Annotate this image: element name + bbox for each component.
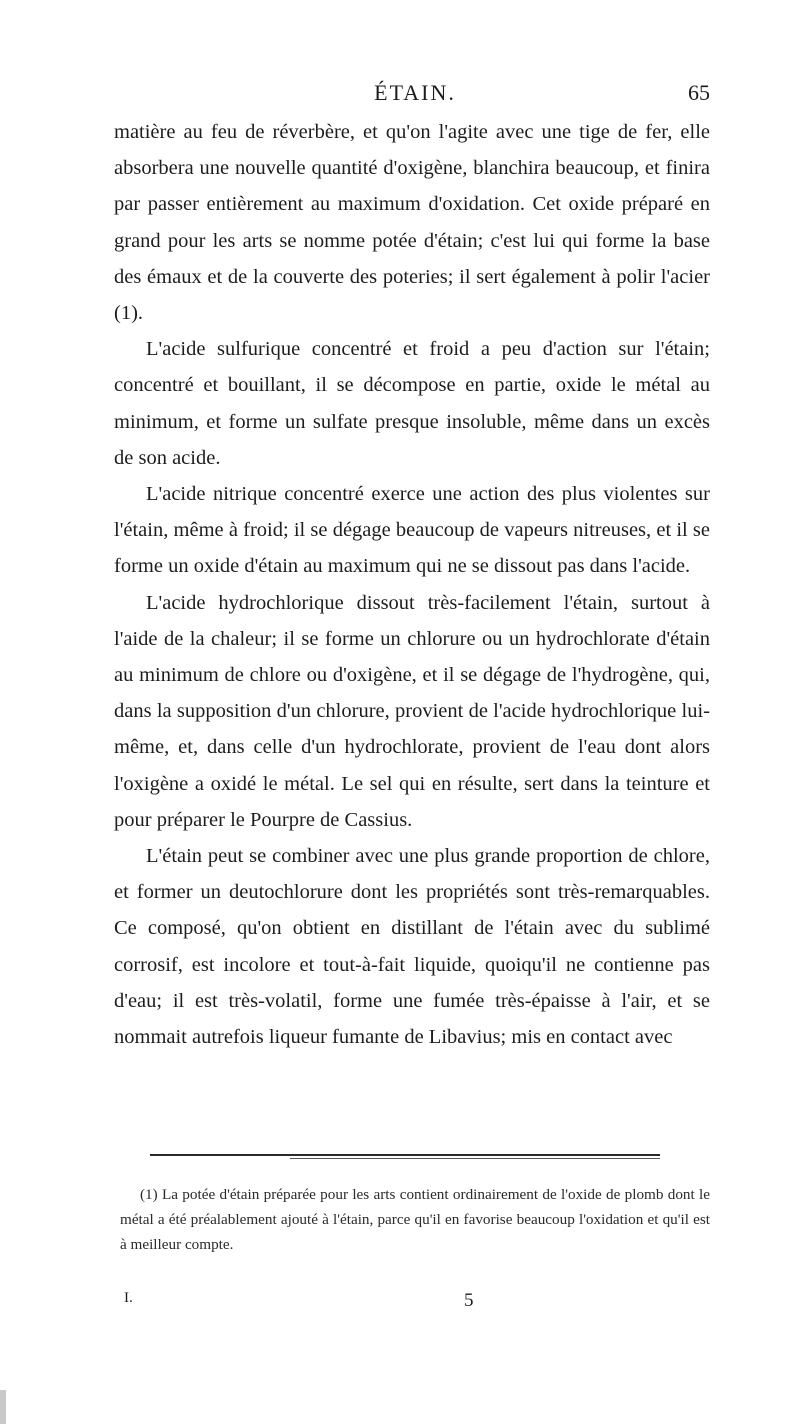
paragraph-hydrochloric-acid: L'acide hydrochlorique dissout très-facilement l'étain, surtout à l'aide de la chaleur; il se forme un chlorure ou un hydrochlorate d'étain au minimum de chlore ou d'oxigène, et il se dégage de l'hydrogène, qui, dans la supposition d'un chlorure, provient de l'acide hydrochlorique lui-même, et, dans celle d'un hydrochlorate, provient de l'eau dont alors l'oxigène a oxidé le métal. Le sel qui en résulte, sert dans la teinture et pour préparer le Pourpre de Cassius. [114, 591, 710, 831]
paragraph-sulfuric-acid: L'acide sulfurique concentré et froid a peu d'action sur l'étain; concentré et bouillant, il se décompose en partie, oxide le métal au minimum, et forme un sulfate presque insoluble, même dans un excès de son acide. [114, 338, 710, 469]
page-edge-mark [0, 1390, 6, 1424]
sheet-number: 5 [464, 1290, 474, 1311]
signature-mark: I. [124, 1290, 133, 1306]
paragraph-deutochlorure: L'étain peut se combiner avec une plus grande proportion de chlore, et former un deutochlorure dont les propriétés sont très-remarquables. Ce composé, qu'on obtient en distillant de l'étain avec du sublimé corrosif, est incolore et tout-à-fait liquide, quoiqu'il ne contienne pas d'eau; il est très-volatil, forme une fumée très-épaisse à l'air, et se nommait autrefois liqueur fumante de Libavius; mis en contact avec [114, 845, 710, 1049]
page-header [120, 80, 710, 110]
main-text [114, 114, 710, 1055]
page-number: 65 [688, 80, 710, 105]
paragraph-nitric-acid: L'acide nitrique concentré exerce une action des plus violentes sur l'étain, même à froid; il se dégage beaucoup de vapeurs nitreuses, et il se forme un oxide d'étain au maximum qui ne se dissout pas dans l'acide. [114, 483, 710, 578]
footnote: (1) La potée d'étain préparée pour les arts contient ordinairement de l'oxide de plomb dont le métal a été préalablement ajouté à l'étain, parce qu'il en favorise beaucoup l'oxidation et qu'il est à meilleur compte. [120, 1186, 710, 1253]
footnote-separator [150, 1154, 660, 1156]
paragraph-continuation: matière au feu de réverbère, et qu'on l'agite avec une tige de fer, elle absorbera une nouvelle quantité d'oxigène, blanchira beaucoup, et finira par passer entièrement au maximum d'oxidation. Cet oxide préparé en grand pour les arts se nomme potée d'étain; c'est lui qui forme la base des émaux et de la couverte des poteries; il sert également à polir l'acier (1). [114, 121, 710, 325]
footnote-separator-thin [290, 1158, 660, 1159]
running-title: ÉTAIN. [374, 80, 456, 105]
